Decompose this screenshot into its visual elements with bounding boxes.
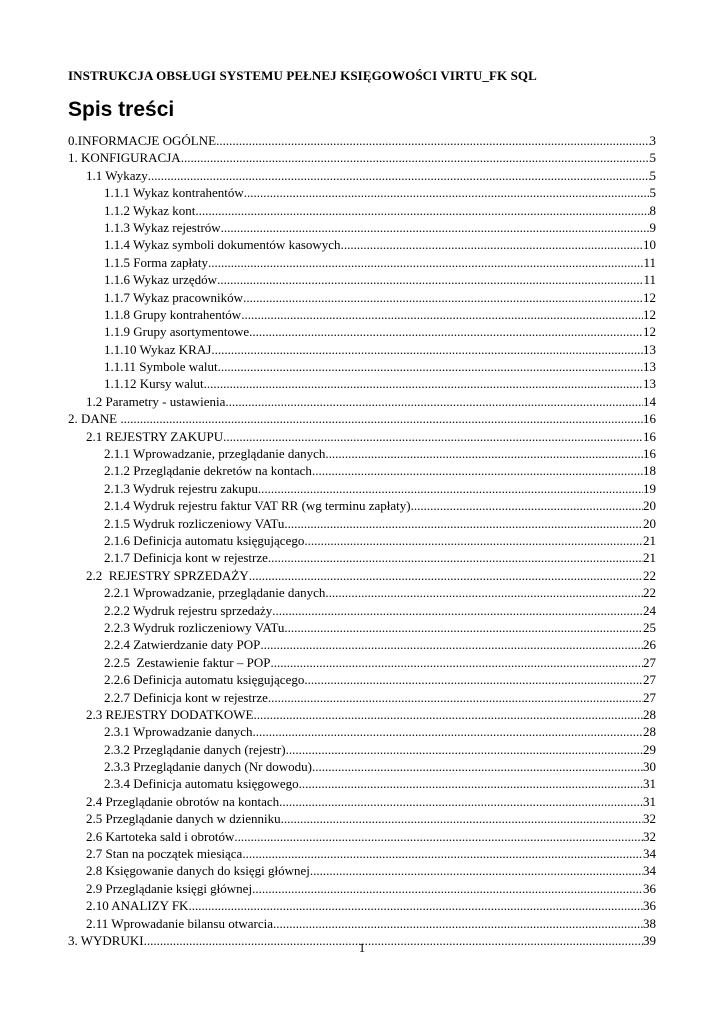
- toc-entry-title: 2.3.3 Przeglądanie danych (Nr dowodu): [104, 759, 312, 775]
- toc-entry-title: 1.1.12 Kursy walut: [104, 376, 204, 392]
- toc-entry-page: 27: [643, 672, 656, 688]
- toc-entry-title: 2.1.2 Przeglądanie dekretów na kontach: [104, 463, 312, 479]
- toc-entry[interactable]: [68, 497, 656, 514]
- toc-entry-title: 2.11 Wprowadanie bilansu otwarcia: [86, 915, 273, 931]
- toc-entry-page: 18: [643, 463, 656, 479]
- toc-dot-leader: [221, 219, 650, 236]
- toc-entry[interactable]: [68, 654, 656, 671]
- toc-entry[interactable]: [68, 671, 656, 688]
- toc-dot-leader: [284, 619, 643, 636]
- toc-entry-page: 24: [643, 602, 656, 618]
- toc-entry-title: 2.7 Stan na początek miesiąca: [86, 846, 243, 862]
- toc-entry-page: 36: [643, 880, 656, 896]
- toc-entry-page: 28: [643, 724, 656, 740]
- toc-entry-title: 2.3 REJESTRY DODATKOWE: [86, 706, 254, 722]
- toc-entry-title: 0.INFORMACJE OGÓLNE: [68, 133, 217, 148]
- toc-entry-page: 12: [643, 289, 656, 305]
- toc-entry[interactable]: [68, 393, 656, 410]
- toc-entry-page: 34: [643, 863, 656, 879]
- toc-entry-title: 1.2 Parametry - ustawienia: [86, 393, 226, 409]
- toc-entry-title: 2.1 REJESTRY ZAKUPU: [86, 428, 224, 444]
- toc-entry-page: 27: [643, 689, 656, 705]
- toc-entry-title: 2.10 ANALIZY FK: [86, 898, 189, 914]
- toc-entry-title: 2.1.4 Wydruk rejestru faktur VAT RR (wg terminu zapłaty): [104, 498, 411, 514]
- toc-entry-page: 31: [643, 793, 656, 809]
- toc-dot-leader: [299, 775, 643, 792]
- toc-entry[interactable]: [68, 428, 656, 445]
- toc-dot-leader: [243, 289, 643, 306]
- toc-entry-title: 1.1.3 Wykaz rejestrów: [104, 219, 221, 235]
- toc-entry-title: 2.2.4 Zatwierdzanie daty POP: [104, 637, 261, 653]
- toc-entry[interactable]: [68, 254, 656, 271]
- toc-dot-leader: [304, 671, 643, 688]
- toc-dot-leader: [279, 793, 643, 810]
- toc-entry-page: 14: [643, 393, 656, 409]
- toc-entry[interactable]: [68, 689, 656, 706]
- toc-dot-leader: [249, 323, 643, 340]
- toc-dot-leader: [211, 341, 643, 358]
- toc-entry-page: 5: [649, 185, 656, 201]
- toc-entry-page: 32: [643, 811, 656, 827]
- toc-dot-leader: [208, 254, 643, 271]
- toc-dot-leader: [217, 271, 643, 288]
- toc-entry-page: 30: [643, 759, 656, 775]
- toc-entry-page: 22: [643, 567, 656, 583]
- toc-entry-page: 32: [643, 828, 656, 844]
- toc-entry[interactable]: [68, 810, 656, 827]
- toc-dot-leader: [281, 810, 643, 827]
- toc-entry[interactable]: [68, 706, 656, 723]
- toc-dot-leader: [188, 897, 643, 914]
- toc-entry-title: 2.3.2 Przeglądanie danych (rejestr): [104, 741, 286, 757]
- toc-entry-title: 1.1.7 Wykaz pracowników: [104, 289, 244, 305]
- toc-entry-page: 28: [643, 706, 656, 722]
- toc-entry-title: 1.1.6 Wykaz urzędów: [104, 272, 218, 288]
- toc-dot-leader: [252, 723, 643, 740]
- toc-dot-leader: [249, 567, 643, 584]
- toc-entry-page: 11: [643, 254, 656, 270]
- toc-entry[interactable]: [68, 219, 656, 236]
- toc-heading: Spis treści: [68, 98, 175, 121]
- toc-dot-leader: [268, 689, 643, 706]
- toc-entry-page: 13: [643, 341, 656, 357]
- toc-entry-title: 2.8 Księgowanie danych do księgi głównej: [86, 863, 310, 879]
- toc-entry[interactable]: [68, 462, 656, 479]
- toc-entry-title: 2.3.4 Definicja automatu księgowego: [104, 776, 299, 792]
- toc-entry-title: 1.1 Wykazy: [86, 167, 148, 183]
- toc-dot-leader: [268, 549, 643, 566]
- toc-entry-page: 3: [649, 133, 656, 148]
- table-of-contents: [68, 132, 656, 949]
- toc-dot-leader: [312, 758, 643, 775]
- toc-entry[interactable]: [68, 758, 656, 775]
- toc-entry-title: 2.2.5 Zestawienie faktur – POP: [104, 654, 271, 670]
- toc-entry-page: 20: [643, 515, 656, 531]
- toc-entry-page: 38: [643, 915, 656, 931]
- toc-entry[interactable]: [68, 723, 656, 740]
- toc-entry[interactable]: [68, 202, 656, 219]
- toc-dot-leader: [216, 132, 649, 149]
- toc-entry-title: 1.1.2 Wykaz kont: [104, 202, 196, 218]
- toc-entry[interactable]: [68, 358, 656, 375]
- toc-entry[interactable]: [68, 410, 656, 427]
- toc-entry-title: 1.1.4 Wykaz symboli dokumentów kasowych: [104, 237, 341, 253]
- toc-entry-page: 13: [643, 359, 656, 375]
- toc-entry[interactable]: [68, 149, 656, 166]
- toc-entry-title: 2.2 REJESTRY SPRZEDAŻY: [86, 567, 249, 583]
- toc-entry[interactable]: [68, 775, 656, 792]
- toc-entry[interactable]: [68, 828, 656, 845]
- toc-entry-title: 3. WYDRUKI: [68, 932, 144, 948]
- toc-entry-title: 2.2.7 Definicja kont w rejestrze: [104, 689, 268, 705]
- toc-entry[interactable]: [68, 845, 656, 862]
- toc-entry[interactable]: [68, 323, 656, 340]
- toc-dot-leader: [411, 497, 643, 514]
- toc-entry[interactable]: [68, 741, 656, 758]
- toc-entry[interactable]: [68, 480, 656, 497]
- toc-entry-title: 1.1.11 Symbole walut: [104, 359, 218, 375]
- toc-entry-page: 13: [643, 376, 656, 392]
- toc-entry-page: 12: [643, 324, 656, 340]
- toc-entry-page: 36: [643, 898, 656, 914]
- toc-entry-title: 2.9 Przeglądanie księgi głównej: [86, 880, 253, 896]
- toc-entry[interactable]: [68, 184, 656, 201]
- toc-entry[interactable]: [68, 375, 656, 392]
- toc-dot-leader: [195, 202, 649, 219]
- toc-entry-page: 29: [643, 741, 656, 757]
- toc-entry[interactable]: [68, 862, 656, 879]
- toc-entry-page: 5: [649, 150, 656, 166]
- toc-entry[interactable]: [68, 915, 656, 932]
- toc-entry-title: 2.4 Przeglądanie obrotów na kontach: [86, 793, 280, 809]
- toc-entry-title: 2.2.6 Definicja automatu księgującego: [104, 672, 305, 688]
- toc-entry[interactable]: [68, 584, 656, 601]
- toc-dot-leader: [258, 480, 643, 497]
- toc-dot-leader: [244, 184, 650, 201]
- toc-entry-title: 1.1.5 Forma zapłaty: [104, 254, 208, 270]
- toc-dot-leader: [325, 584, 643, 601]
- toc-dot-leader: [272, 602, 643, 619]
- toc-entry-page: 21: [643, 532, 656, 548]
- toc-entry-title: 2.1.5 Wydruk rozliczeniowy VATu: [104, 515, 285, 531]
- toc-dot-leader: [242, 845, 643, 862]
- toc-entry-page: 9: [649, 219, 656, 235]
- toc-dot-leader: [223, 428, 643, 445]
- toc-entry[interactable]: [68, 897, 656, 914]
- toc-entry-page: 10: [643, 237, 656, 253]
- toc-entry[interactable]: [68, 271, 656, 288]
- toc-dot-leader: [286, 741, 643, 758]
- toc-entry-title: 1.1.10 Wykaz KRAJ: [104, 341, 212, 357]
- toc-dot-leader: [310, 862, 643, 879]
- toc-entry[interactable]: [68, 167, 656, 184]
- toc-entry[interactable]: [68, 549, 656, 566]
- toc-entry-page: 11: [643, 272, 656, 288]
- toc-entry[interactable]: [68, 532, 656, 549]
- toc-entry-title: 2.6 Kartoteka sald i obrotów: [86, 828, 235, 844]
- toc-entry-page: 16: [643, 428, 656, 444]
- toc-entry-title: 1.1.9 Grupy asortymentowe: [104, 324, 250, 340]
- toc-entry-page: 25: [643, 619, 656, 635]
- toc-dot-leader: [241, 306, 643, 323]
- toc-entry[interactable]: [68, 289, 656, 306]
- toc-dot-leader: [234, 828, 643, 845]
- toc-entry[interactable]: [68, 341, 656, 358]
- toc-entry-title: 1.1.8 Grupy kontrahentów: [104, 306, 242, 322]
- toc-entry-page: 34: [643, 846, 656, 862]
- toc-entry-title: 2.1.7 Definicja kont w rejestrze: [104, 550, 268, 566]
- toc-entry[interactable]: [68, 306, 656, 323]
- toc-dot-leader: [273, 915, 643, 932]
- toc-entry-title: 1. KONFIGURACJA: [68, 150, 181, 166]
- toc-entry-title: 2.3.1 Wprowadzanie danych: [104, 724, 253, 740]
- toc-entry-page: 22: [643, 585, 656, 601]
- toc-entry-page: 16: [643, 411, 656, 427]
- toc-dot-leader: [253, 706, 643, 723]
- toc-entry-page: 5: [649, 167, 656, 183]
- toc-entry-page: 21: [643, 550, 656, 566]
- toc-dot-leader: [270, 654, 643, 671]
- toc-dot-leader: [148, 167, 650, 184]
- toc-dot-leader: [260, 636, 643, 653]
- toc-entry-page: 26: [643, 637, 656, 653]
- toc-dot-leader: [225, 393, 643, 410]
- toc-entry-page: 39: [643, 932, 656, 948]
- toc-entry-page: 8: [649, 202, 656, 218]
- toc-entry[interactable]: [68, 515, 656, 532]
- toc-entry-title: 2.1.3 Wydruk rejestru zakupu: [104, 480, 258, 496]
- document-title: INSTRUKCJA OBSŁUGI SYSTEMU PEŁNEJ KSIĘGOWOŚCI VIRTU_FK SQL: [68, 68, 537, 83]
- page-number: 1: [358, 940, 366, 955]
- toc-dot-leader: [312, 462, 643, 479]
- toc-entry[interactable]: [68, 636, 656, 653]
- toc-entry-page: 19: [643, 480, 656, 496]
- toc-dot-leader: [218, 358, 643, 375]
- toc-entry[interactable]: [68, 619, 656, 636]
- toc-entry[interactable]: [68, 602, 656, 619]
- toc-entry-title: 2.5 Przeglądanie danych w dzienniku: [86, 811, 281, 827]
- toc-entry-title: 2.2.2 Wydruk rejestru sprzedaży: [104, 602, 273, 618]
- toc-entry-page: 27: [643, 654, 656, 670]
- toc-dot-leader: [325, 445, 643, 462]
- toc-entry-title: 2.2.3 Wydruk rozliczeniowy VATu: [104, 619, 285, 635]
- toc-entry[interactable]: [68, 445, 656, 462]
- toc-dot-leader: [204, 375, 643, 392]
- toc-entry-page: 12: [643, 306, 656, 322]
- toc-entry-title: 2.2.1 Wprowadzanie, przeglądanie danych: [104, 585, 326, 601]
- toc-entry-page: 20: [643, 498, 656, 514]
- toc-entry-title: 2.1.6 Definicja automatu księgującego: [104, 532, 305, 548]
- toc-entry-title: 1.1.1 Wykaz kontrahentów: [104, 185, 244, 201]
- toc-dot-leader: [341, 236, 643, 253]
- toc-entry[interactable]: [68, 567, 656, 584]
- toc-entry[interactable]: [68, 880, 656, 897]
- toc-dot-leader: [120, 410, 643, 427]
- toc-dot-leader: [304, 532, 643, 549]
- toc-entry[interactable]: [68, 132, 656, 149]
- toc-dot-leader: [284, 515, 643, 532]
- toc-entry-page: 16: [643, 446, 656, 462]
- toc-dot-leader: [252, 880, 643, 897]
- toc-entry-title: 2. DANE: [68, 411, 121, 427]
- toc-entry-title: 2.1.1 Wprowadzanie, przeglądanie danych: [104, 446, 326, 462]
- toc-entry[interactable]: [68, 793, 656, 810]
- toc-entry-page: 31: [643, 776, 656, 792]
- toc-entry[interactable]: [68, 236, 656, 253]
- toc-dot-leader: [181, 149, 650, 166]
